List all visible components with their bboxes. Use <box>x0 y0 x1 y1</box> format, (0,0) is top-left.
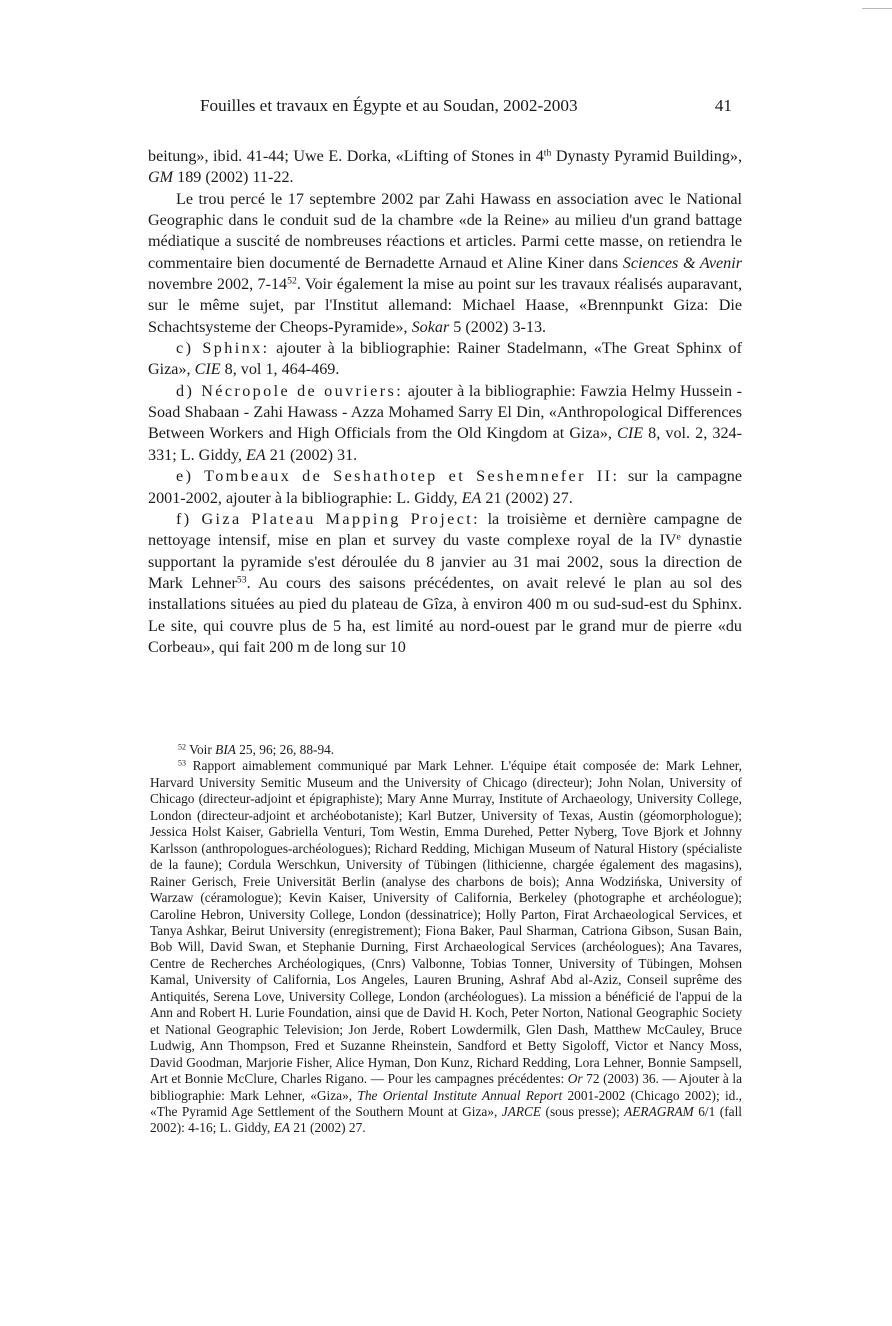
running-head <box>150 94 742 120</box>
journal-abbrev: EA <box>246 446 266 464</box>
journal-title: AERAGRAM <box>624 1103 694 1119</box>
section-label: f) Giza Plateau Mapping Project: <box>176 510 481 528</box>
journal-abbrev: EA <box>273 1120 290 1136</box>
journal-abbrev: GM <box>148 169 174 187</box>
paragraph-sphinx: c) Sphinx: ajouter à la bibliographie: Rainer Stadelmann, «The Great Sphinx of Giza», CIE 8, vol 1, 464-469. <box>148 340 742 379</box>
section-label: d) Nécropole de ouvriers: <box>176 382 404 400</box>
footnote-52: $^{52}$ Voir BIA 25, 96; 26, 88-94. <box>178 742 335 757</box>
scan-edge-mark <box>862 8 892 9</box>
journal-abbrev: CIE <box>194 361 221 379</box>
journal-abbrev: EA <box>461 489 482 507</box>
paragraph-workers-necropolis: d) Nécropole de ouvriers: ajouter à la bibliographie: Fawzia Helmy Hussein - Soad Shabaan - Zahi Hawass - Azza Mohamed Sarry El Din, «Anthropological Differences Between Workers and High Officials from the Old Kingdom at Giza», CIE 8, vol. 2, 324-331; L. Giddy, EA 21 (2002) 31. <box>148 382 743 464</box>
journal-abbrev: Or <box>567 1071 583 1087</box>
footnote-ref-52: 52 <box>287 275 297 287</box>
page-number: 41 <box>714 96 732 115</box>
journal-abbrev: CIE <box>617 425 644 443</box>
journal-title: Sokar <box>411 318 450 336</box>
section-label: e) Tombeaux de Seshathotep et Seshemnefer II: <box>176 468 620 486</box>
footnote-number: 52 <box>178 742 186 752</box>
running-head-title: Fouilles et travaux en Égypte et au Soudan, 2002-2003 <box>200 96 578 115</box>
superscript: th <box>543 147 552 159</box>
footnote-ref-53: 53 <box>236 574 247 586</box>
body-text <box>148 146 742 658</box>
journal-title: Sciences & Avenir <box>622 254 743 272</box>
paragraph-pyramid-shaft: Le trou percé le 17 septembre 2002 par Zahi Hawass en association avec le National Geographic dans le conduit sud de la chambre «de la Reine» au milieu d'un grand battage médiatique a suscité de nombreuses réactions et articles. Parmi cette masse, on retiendra le commentaire bien documenté de Bernadette Arnaud et Aline Kiner dans Sciences & Avenir novembre 2002, $7-14^{52}$. Voir également la mise au point sur les travaux réalisés auparavant, sur le même sujet, par l'Institut allemand: Michael Haase, «Brennpunkt Giza: Die Schachtsysteme der Cheops-Pyramide», Sokar 5 (2002) 3-13. <box>148 190 743 336</box>
superscript: e <box>676 531 681 543</box>
footnotes <box>150 742 742 1137</box>
journal-title: The Oriental Institute Annual Report <box>357 1087 563 1103</box>
footnote-number: 53 <box>178 759 186 769</box>
paragraph-mapping-project: f) Giza Plateau Mapping Project: la troisième et dernière campagne de nettoyage intensif, mise en plan et survey du vaste complexe royal de la IVe dynastie supportant la pyramide s'est déroulée du 8 janvier au 31 mai 2002, sous la direction de Mark Lehner$^{53}$. Au cours des saisons précédentes, on avait relevé le plan au sol des installations situées au pied du plateau de Gîza, à environ 400 m ou sud-sud-est du Sphinx. Le site, qui couvre plus de 5 ha, est limité au nord-ouest par le grand mur de pierre «du Corbeau», qui fait 200 m de long sur 10 <box>148 510 743 656</box>
paragraph-seshathotep-tombs: e) Tombeaux de Seshathotep et Seshemnefer II: sur la campagne 2001-2002, ajouter à la bibliographie: L. Giddy, EA 21 (2002) 27. <box>148 468 742 507</box>
footnote-53: $^{53}$ Rapport aimablement communiqué par Mark Lehner. L'équipe était composée de: Mark Lehner, Harvard University Semitic Museum and the University of Chicago (directeur); John Nolan, University of Chicago (directeur-adjoint et épigraphiste); Mary Anne Murray, Institute of Archaeology, University College, London (directeur-adjoint et archéobotaniste); Karl Butzer, University of Texas, Austin (géomorphologue); Jessica Holst Kaiser, Gabriella Venturi, Tom Westin, Emma Durehed, Petter Nyberg, Tove Bjork et Johnny Karlsson (anthropologues-archéologues); Richard Redding, Michigan Museum of Natural History (spécialiste de la faune); Cordula Werschkun, University of Tübingen (lithicienne, chargée également des magasins), Rainer Gerisch, Freie Universität Berlin (analyse des charbons de bois); Anna Wodzińska, University of Warzaw (céramologue); Kevin Kaiser, University of California, Berkeley (photographe et archéologue); Caroline Hebron, University College, London (dessinatrice); Holly Parton, Firat Archaeological Services, et Tanya Ashkar, Beirut University (enregistrement); Fiona Baker, Paul Sharman, Catriona Gibson, Susan Bain, Bob Will, David Swan, et Stephanie Durning, First Archaeological Services (archéologues); Ana Tavares, Centre de Recherches Archéologiques, (Cnrs) Valbonne, Tobias Tonner, University of Tübingen, Mohsen Kamal, University of California, Los Angeles, Lauren Bruning, Ashraf Abd al-Aziz, Conseil suprême des Antiquités, Serena Love, University College, London (archéologues). La mission a bénéficié de l'appui de la Ann and Robert H. Lurie Foundation, ainsi que de David H. Koch, Peter Norton, National Geographic Society et National Geographic Television; Jon Jerde, Robert Lowdermilk, Glen Dash, Matthew McCauley, Bruce Ludwig, Ann Thompson, Fred et Suzanne Rheinstein, Sandford et Betty Sigoloff, Victor et Nancy Moss, David Goodman, Marjorie Fisher, Alice Hyman, Don Kunz, Richard Redding, Lora Lehner, Bonnie Sampsell, Art et Bonnie McClure, Charles Rigano. — Pour les campagnes précédentes: Or 72 (2003) 36. — Ajouter à la bibliographie: Mark Lehner, «Giza», The Oriental Institute Annual Report 2001-2002 (Chicago 2002); id., «The Pyramid Age Settlement of the Southern Mount at Giza», JARCE (sous presse); AERAGRAM 6/1 (fall 2002): 4-16; L. Giddy, EA 21 (2002) 27. <box>150 758 743 1136</box>
section-label: c) Sphinx: <box>176 340 270 358</box>
journal-abbrev: BIA <box>215 742 236 757</box>
paragraph-continuation: beitung», ibid. 41-44; Uwe E. Dorka, «Lifting of Stones in 4th Dynasty Pyramid Building», GM 189 (2002) 11-22. <box>148 147 742 187</box>
journal-abbrev: JARCE <box>501 1103 542 1119</box>
